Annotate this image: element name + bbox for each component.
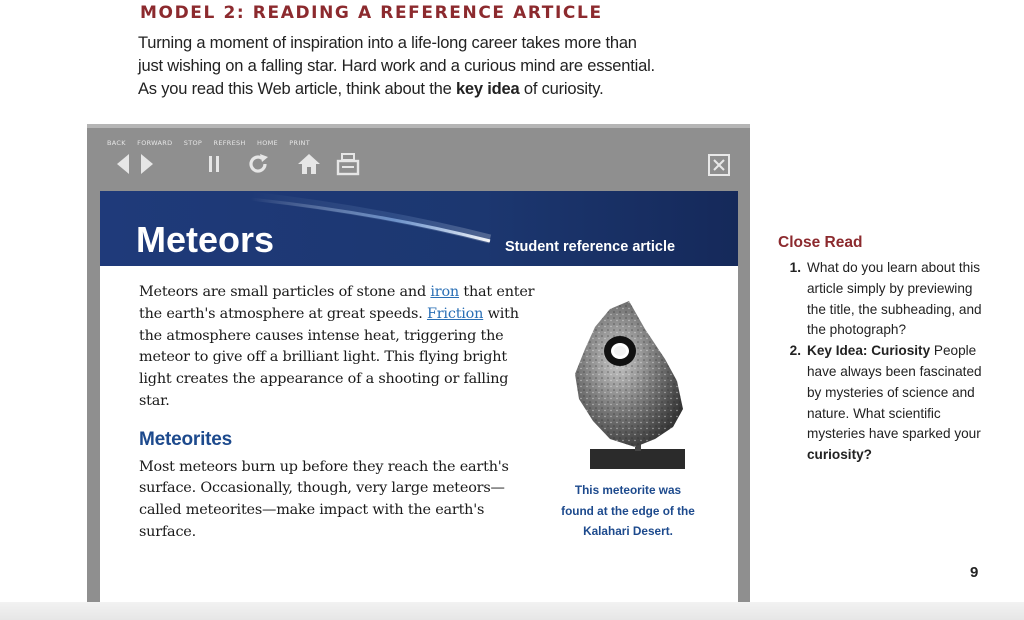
close-read-title: Close Read bbox=[778, 234, 863, 251]
question-1-text: What do you learn about this article simply by previewing the title, the subheading, and the photograph? bbox=[807, 260, 982, 338]
paragraph-1-text-a: Meteors are small particles of stone and bbox=[139, 284, 431, 300]
section-heading: MODEL 2: READING A REFERENCE ARTICLE bbox=[140, 3, 603, 23]
intro-line-3-start: As you read this Web article, think about the bbox=[138, 80, 456, 98]
intro-line-2: just wishing on a falling star. Hard work and a curious mind are essential. bbox=[138, 57, 655, 75]
article-title: Meteors bbox=[136, 219, 275, 260]
paragraph-1-text-b: that enter the earth's atmosphere at great speeds. bbox=[139, 284, 535, 322]
meteorite-photo bbox=[565, 299, 695, 479]
question-2-number: 2. bbox=[789, 343, 801, 359]
page-bottom-edge bbox=[0, 602, 1024, 620]
question-2-text bbox=[807, 341, 993, 466]
question-1-number: 1. bbox=[789, 260, 801, 275]
close-icon bbox=[712, 158, 726, 172]
back-arrow-icon bbox=[115, 152, 131, 176]
key-idea-text: key idea bbox=[455, 80, 520, 98]
print-button[interactable] bbox=[334, 151, 362, 177]
curiosity-word: curiosity? bbox=[807, 447, 872, 463]
toolbar-label-print: PRINT bbox=[289, 139, 310, 147]
stop-button[interactable] bbox=[203, 151, 225, 177]
back-button[interactable] bbox=[113, 151, 133, 177]
toolbar-label-stop: STOP bbox=[183, 139, 203, 147]
forward-arrow-icon bbox=[139, 152, 155, 176]
iron-link[interactable]: iron bbox=[430, 284, 460, 300]
stop-icon bbox=[207, 154, 221, 174]
article-paragraph-2: Most meteors burn up before they reach the earth's surface. Occasionally, though, very large meteors—called meteorites—make impact with the earth's surface. bbox=[139, 458, 509, 540]
toolbar-label-home: HOME bbox=[257, 139, 278, 147]
article-paragraph-1 bbox=[139, 282, 539, 413]
browser-window bbox=[87, 124, 750, 602]
intro-line-3 bbox=[138, 78, 738, 101]
intro-line-1: Turning a moment of inspiration into a life-long career takes more than bbox=[138, 34, 637, 52]
home-button[interactable] bbox=[295, 151, 323, 177]
browser-toolbar bbox=[87, 128, 750, 192]
article-page bbox=[100, 191, 738, 606]
toolbar-label-refresh: REFRESH bbox=[213, 139, 246, 147]
home-icon bbox=[297, 153, 321, 175]
close-button[interactable] bbox=[708, 154, 730, 176]
question-2-body: People have always been fascinated by mysteries of science and nature. What scientific mysteries have sparked your bbox=[807, 343, 982, 442]
refresh-icon bbox=[246, 152, 270, 176]
toolbar-label-back: BACK bbox=[107, 139, 126, 147]
toolbar-labels bbox=[107, 139, 319, 147]
close-read-sidebar bbox=[778, 234, 993, 466]
page-number: 9 bbox=[970, 564, 979, 581]
article-body bbox=[139, 282, 539, 544]
question-2-heading: Key Idea: Curiosity bbox=[807, 343, 931, 359]
article-banner bbox=[100, 191, 738, 266]
meteorites-subheading: Meteorites bbox=[139, 428, 233, 450]
forward-button[interactable] bbox=[137, 151, 157, 177]
intro-line-3-end: of curiosity. bbox=[519, 80, 604, 98]
photo-caption: This meteorite was found at the edge of the Kalahari Desert. bbox=[561, 483, 695, 538]
paragraph-1-text-c: with the atmosphere causes intense heat, triggering the meteor to give off a brilliant light. This flying bright light creates the appearance of a shooting or falling star. bbox=[139, 305, 519, 409]
toolbar-label-forward: FORWARD bbox=[137, 139, 173, 147]
friction-link[interactable]: Friction bbox=[426, 305, 484, 322]
intro-paragraph bbox=[138, 32, 738, 101]
print-icon bbox=[336, 152, 360, 176]
question-2 bbox=[778, 341, 993, 466]
refresh-button[interactable] bbox=[245, 151, 271, 177]
question-1 bbox=[778, 258, 993, 341]
article-subtitle: Student reference article bbox=[505, 239, 676, 255]
